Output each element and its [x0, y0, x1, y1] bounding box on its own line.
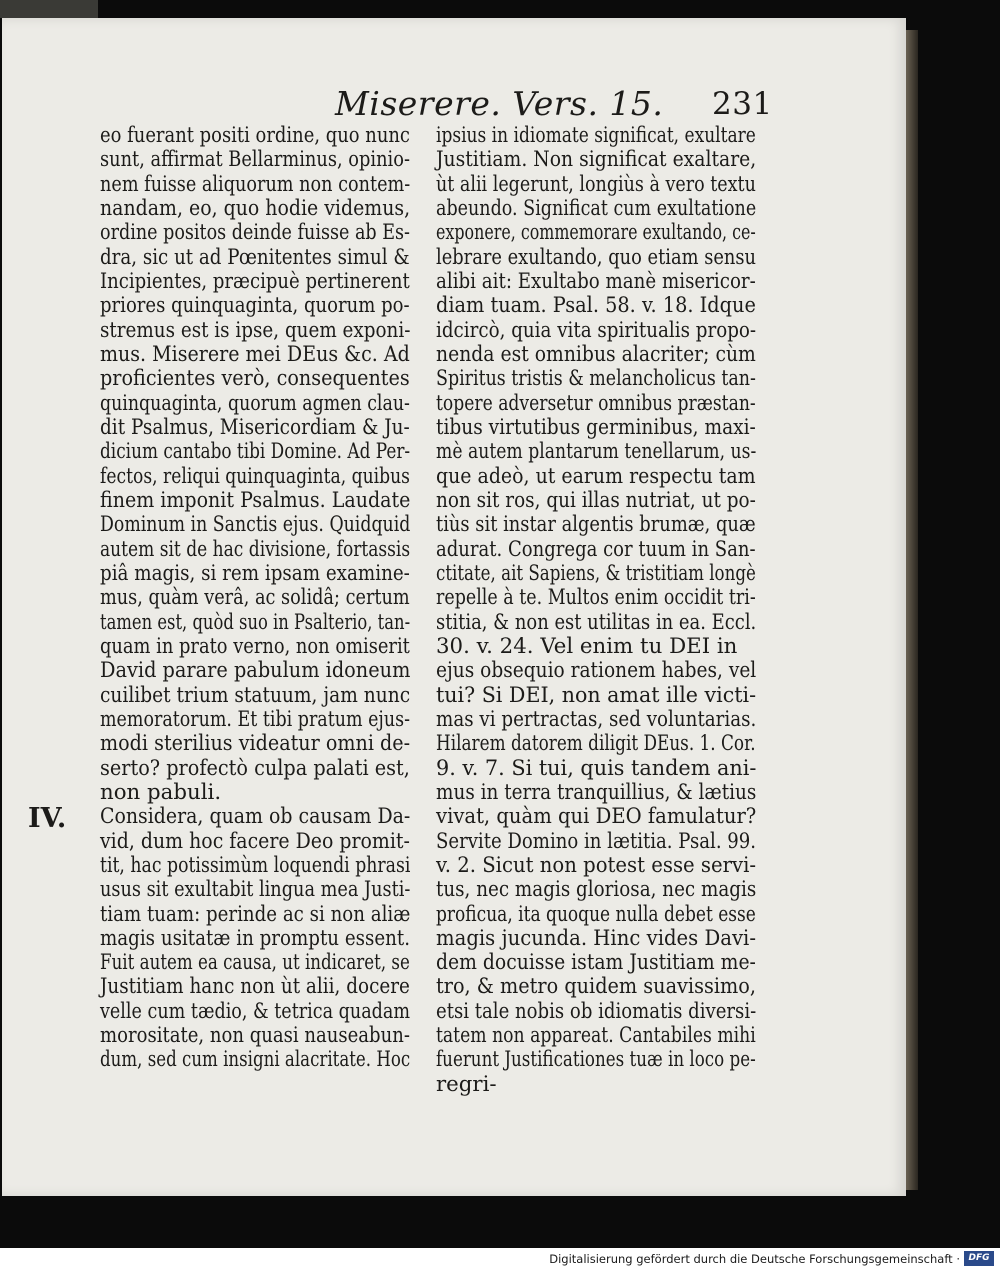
- text-line: magis jucunda. Hinc vides Davi-: [436, 925, 756, 951]
- text-line: diam tuam. Psal. 58. v. 18. Idque: [436, 293, 756, 319]
- text-line: dra, sic ut ad Pœnitentes simul &: [100, 244, 410, 270]
- text-line: mus, quàm verâ, ac solidâ; certum: [100, 585, 410, 611]
- text-line: velle cum tædio, & tetrica quadam: [100, 998, 411, 1024]
- text-line: David parare pabulum idoneum: [100, 658, 411, 684]
- text-line: alibi ait: Exultabo manè misericor-: [436, 268, 756, 294]
- text-line: abeundo. Significat cum exultatione: [436, 195, 757, 221]
- text-line: exponere, commemorare exultando, ce-: [436, 220, 756, 246]
- text-line: cuilibet trium statuum, jam nunc: [100, 682, 411, 708]
- text-line: tatem non appareat. Cantabiles mihi: [436, 1023, 756, 1049]
- text-line: topere adversetur omnibus præstan-: [436, 390, 756, 416]
- corner-tab: [0, 0, 98, 18]
- text-line: Dominum in Sanctis ejus. Quidquid: [100, 512, 411, 538]
- text-line: dum, sed cum insigni alacritate. Hoc: [100, 1047, 411, 1073]
- text-line: repelle à te. Multos enim occidit tri-: [436, 585, 756, 611]
- left-column: [100, 124, 410, 1073]
- text-line: modi sterilius videatur omni de-: [100, 731, 411, 757]
- text-line: morositate, non quasi nauseabun-: [100, 1023, 410, 1049]
- text-line: non pabuli.: [100, 779, 222, 805]
- text-line: proficua, ita quoque nulla debet esse: [436, 901, 756, 927]
- text-line: idcircò, quia vita spiritualis propo-: [436, 317, 757, 343]
- text-line: 30. v. 24. Vel enim tu DEI in: [436, 633, 738, 659]
- text-line: quam in prato verno, non omiserit: [100, 633, 410, 659]
- text-line: Justitiam hanc non ùt alii, docere: [100, 974, 410, 1000]
- right-column: [436, 124, 756, 1097]
- text-line: stremus est is ipse, quem exponi-: [100, 317, 411, 343]
- footer-bar: [0, 1248, 1000, 1270]
- text-line: nem fuisse aliquorum non contem-: [100, 171, 411, 197]
- text-line: stitia, & non est utilitas in ea. Eccl.: [436, 609, 757, 635]
- text-line: sunt, affirmat Bellarminus, opinio-: [100, 147, 410, 173]
- text-line: vivat, quàm qui DEO famulatur?: [436, 804, 757, 830]
- text-line: ctitate, ait Sapiens, & tristitiam longè: [436, 560, 756, 586]
- text-line: vid, dum hoc facere Deo promit-: [100, 828, 410, 854]
- text-line: Incipientes, præcipuè pertinerent: [100, 268, 410, 294]
- text-line: Hilarem datorem diligit DEus. 1. Cor.: [436, 731, 756, 757]
- text-line: Justitiam. Non significat exaltare,: [436, 147, 757, 173]
- text-line: adurat. Congrega cor tuum in San-: [436, 536, 756, 562]
- text-line: usus sit exultabit lingua mea Justi-: [100, 877, 411, 903]
- text-line: tui? Si DEI, non amat ille victi-: [436, 682, 757, 708]
- text-line: tus, nec magis gloriosa, nec magis: [436, 877, 757, 903]
- text-line: 9. v. 7. Si tui, quis tandem ani-: [436, 755, 757, 781]
- text-line: ipsius in idiomate significat, exultare: [436, 123, 756, 148]
- page-number: 231: [712, 86, 773, 122]
- text-line: que adeò, ut earum respectu tam: [436, 463, 756, 489]
- dfg-logo: DFG: [964, 1251, 994, 1266]
- text-line: dit Psalmus, Misericordiam & Ju-: [100, 414, 410, 440]
- text-line: eo fuerant positi ordine, quo nunc: [100, 123, 410, 148]
- text-line: finem imponit Psalmus. Laudate: [100, 487, 411, 513]
- page-edge: [906, 30, 918, 1190]
- text-line: mè autem plantarum tenellarum, us-: [436, 439, 757, 465]
- text-line: tibus virtutibus germinibus, maxi-: [436, 414, 756, 440]
- text-line: tit, hac potissimùm loquendi phrasi: [100, 852, 411, 878]
- text-line: serto? profectò culpa palati est,: [100, 755, 410, 781]
- text-line: mas vi pertractas, sed voluntarias.: [436, 706, 757, 732]
- text-line: dicium cantabo tibi Domine. Ad Per-: [100, 439, 411, 465]
- footer-credit: Digitalisierung gefördert durch die Deutsche Forschungsgemeinschaft ·: [549, 1252, 960, 1266]
- text-line: piâ magis, si rem ipsam examine-: [100, 560, 410, 586]
- text-line: nandam, eo, quo hodie videmus,: [100, 195, 411, 221]
- text-line: fuerunt Justificationes tuæ in loco pe-: [436, 1047, 756, 1073]
- text-line: proficientes verò, consequentes: [100, 366, 410, 392]
- text-line: ordine positos deinde fuisse ab Es-: [100, 220, 410, 246]
- text-line: v. 2. Sicut non potest esse servi-: [436, 852, 756, 878]
- text-line: priores quinquaginta, quorum po-: [100, 293, 410, 319]
- text-line: magis usitatæ in promptu essent.: [100, 925, 411, 951]
- text-line: nenda est omnibus alacriter; cùm: [436, 341, 756, 367]
- text-line: etsi tale nobis ob idiomatis diversi-: [436, 998, 757, 1024]
- text-line: memoratorum. Et tibi pratum ejus-: [100, 706, 410, 732]
- text-line: Fuit autem ea causa, ut indicaret, se: [100, 950, 410, 976]
- text-line: Spiritus tristis & melancholicus tan-: [436, 366, 756, 392]
- text-line: tiùs sit instar algentis brumæ, quæ: [436, 512, 756, 538]
- text-line: non sit ros, qui illas nutriat, ut po-: [436, 487, 756, 513]
- text-line: mus in terra tranquillius, & lætius: [436, 779, 757, 805]
- text-line: quinquaginta, quorum agmen clau-: [100, 390, 410, 416]
- text-line: Considera, quam ob causam Da-: [100, 804, 411, 830]
- text-line: Servite Domino in lætitia. Psal. 99.: [436, 828, 757, 854]
- text-line: lebrare exultando, quo etiam sensu: [436, 244, 757, 270]
- text-line: mus. Miserere mei DEus &c. Ad: [100, 341, 410, 367]
- text-line: ùt alii legerunt, longiùs à vero textu: [436, 171, 756, 197]
- text-line: ejus obsequio rationem habes, vel: [436, 658, 757, 684]
- text-line: dem docuisse istam Justitiam me-: [436, 950, 756, 976]
- text-line: fectos, reliqui quinquaginta, quibus: [100, 463, 410, 489]
- section-numeral: IV.: [28, 803, 67, 834]
- running-header: Miserere. Vers. 15.: [335, 84, 664, 123]
- text-line: tiam tuam: perinde ac si non aliæ: [100, 901, 411, 927]
- text-line: autem sit de hac divisione, fortassis: [100, 536, 411, 562]
- text-line: regri-: [436, 1071, 497, 1097]
- text-line: tro, & metro quidem suavissimo,: [436, 974, 756, 1000]
- text-line: tamen est, quòd suo in Psalterio, tan-: [100, 609, 411, 635]
